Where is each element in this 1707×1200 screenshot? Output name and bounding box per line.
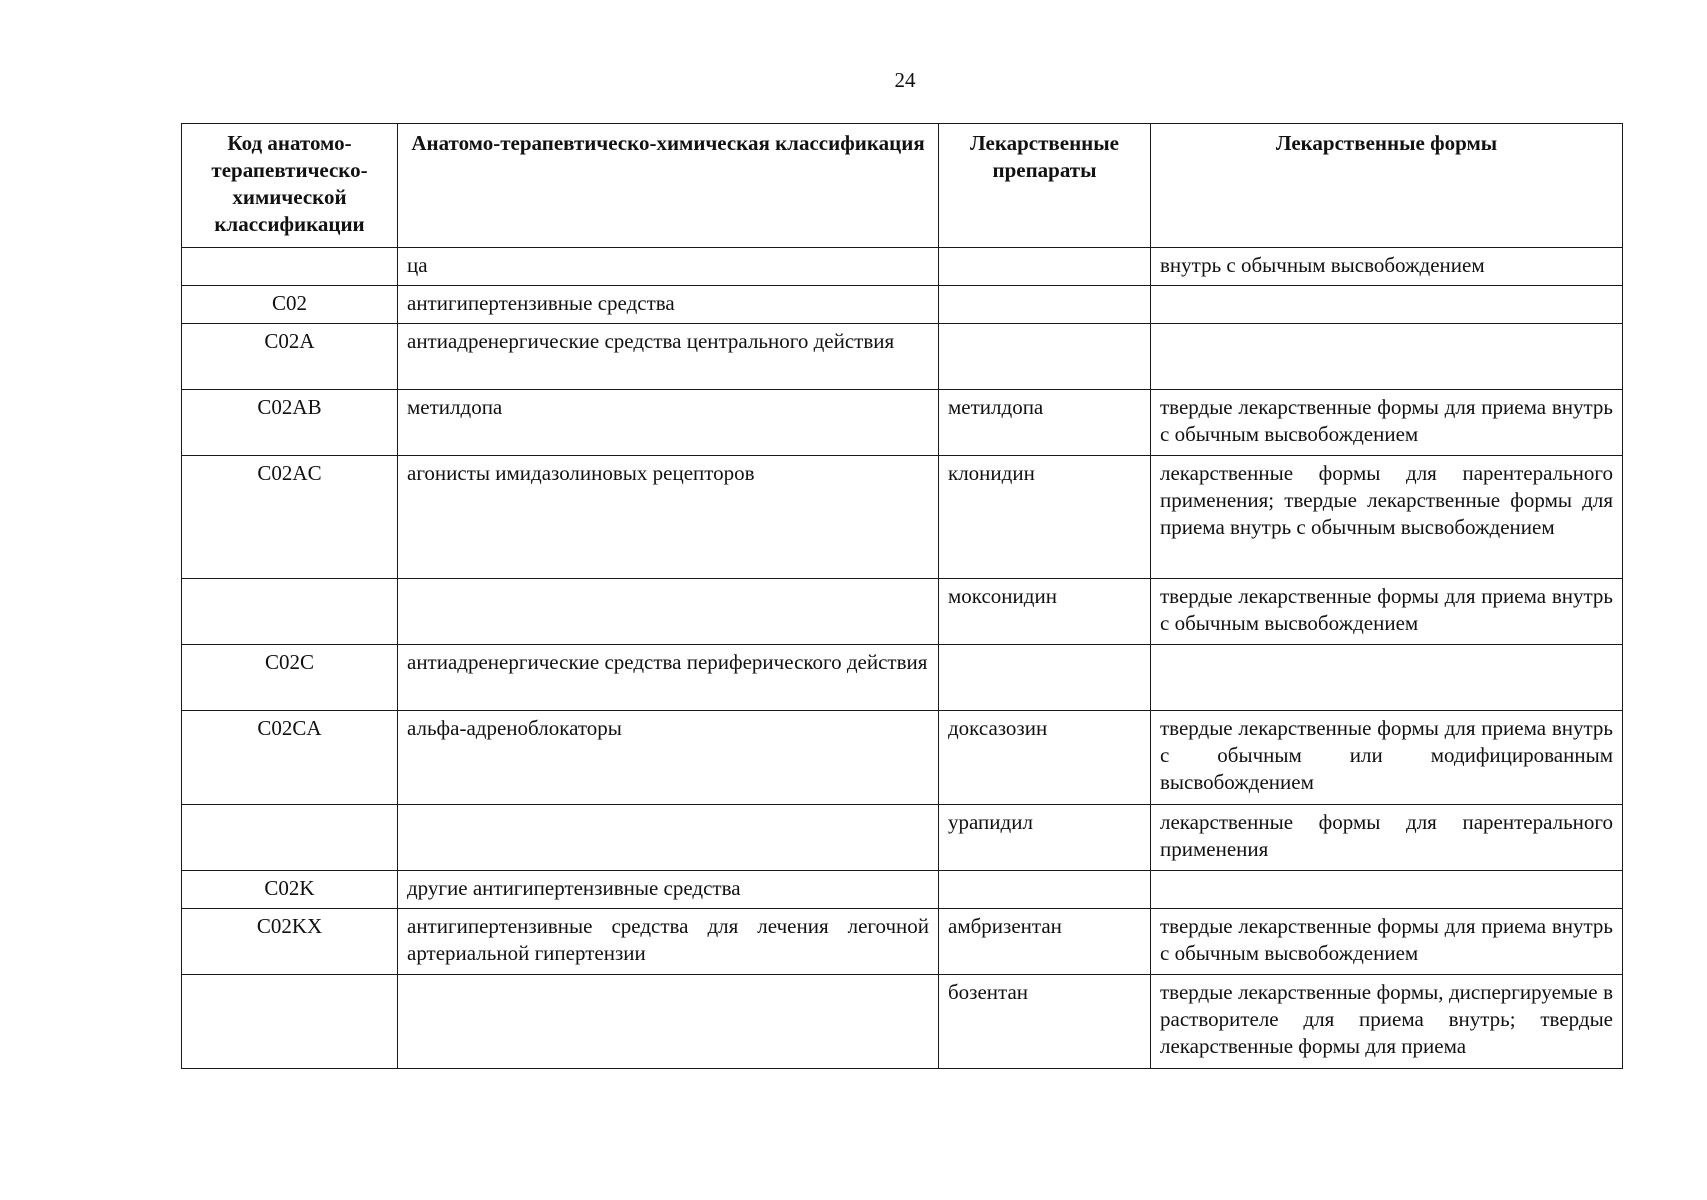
cell-forms: твердые лекарственные формы для приема внутрь с обычным или модифицированным высвобождением [1151, 711, 1623, 805]
cell-code: C02AC [182, 456, 398, 579]
table-row [182, 645, 1623, 711]
cell-classification: другие антигипертензивные средства [398, 871, 939, 909]
cell-forms: лекарственные формы для парентерального применения [1151, 805, 1623, 871]
header-dosage-forms: Лекарственные формы [1151, 124, 1623, 248]
cell-forms [1151, 324, 1623, 390]
cell-drug: амбризентан [939, 909, 1151, 975]
cell-forms [1151, 645, 1623, 711]
cell-code [182, 975, 398, 1069]
cell-forms: лекарственные формы для парентерального применения; твердые лекарственные формы для приема внутрь с обычным высвобождением [1151, 456, 1623, 579]
cell-code: C02A [182, 324, 398, 390]
cell-forms: внутрь с обычным высвобождением [1151, 248, 1623, 286]
table-header-row [182, 124, 1623, 248]
cell-classification [398, 805, 939, 871]
cell-code: C02K [182, 871, 398, 909]
cell-forms: твердые лекарственные формы для приема внутрь с обычным высвобождением [1151, 390, 1623, 456]
cell-code: C02KX [182, 909, 398, 975]
cell-classification: антигипертензивные средства [398, 286, 939, 324]
cell-forms: твердые лекарственные формы для приема внутрь с обычным высвобождением [1151, 909, 1623, 975]
cell-drug: урапидил [939, 805, 1151, 871]
cell-drug: клонидин [939, 456, 1151, 579]
cell-drug: моксонидин [939, 579, 1151, 645]
cell-drug [939, 324, 1151, 390]
cell-code [182, 248, 398, 286]
cell-drug: бозентан [939, 975, 1151, 1069]
cell-classification: антигипертензивные средства для лечения легочной артериальной гипертензии [398, 909, 939, 975]
table-row [182, 324, 1623, 390]
header-drugs: Лекарственные препараты [939, 124, 1151, 248]
table-row [182, 390, 1623, 456]
table-row [182, 456, 1623, 579]
cell-classification [398, 975, 939, 1069]
table-row [182, 975, 1623, 1069]
cell-classification: альфа-адреноблокаторы [398, 711, 939, 805]
cell-drug: доксазозин [939, 711, 1151, 805]
table-row [182, 248, 1623, 286]
cell-drug: метилдопа [939, 390, 1151, 456]
cell-drug [939, 248, 1151, 286]
cell-classification: антиадренергические средства периферического действия [398, 645, 939, 711]
cell-forms [1151, 286, 1623, 324]
page-number: 24 [894, 68, 916, 92]
cell-code [182, 805, 398, 871]
cell-code: C02C [182, 645, 398, 711]
cell-drug [939, 871, 1151, 909]
table-row [182, 871, 1623, 909]
cell-forms [1151, 871, 1623, 909]
cell-drug [939, 645, 1151, 711]
cell-forms: твердые лекарственные формы для приема внутрь с обычным высвобождением [1151, 579, 1623, 645]
table-row [182, 579, 1623, 645]
table-row [182, 711, 1623, 805]
cell-classification: агонисты имидазолиновых рецепторов [398, 456, 939, 579]
cell-drug [939, 286, 1151, 324]
table-row [182, 286, 1623, 324]
cell-classification: ца [398, 248, 939, 286]
cell-classification: метилдопа [398, 390, 939, 456]
cell-forms: твердые лекарственные формы, диспергируемые в растворителе для приема внутрь; твердые лекарственные формы для приема [1151, 975, 1623, 1069]
table-row [182, 805, 1623, 871]
header-atc-classification: Анатомо-терапевтическо-химическая классификация [398, 124, 939, 248]
cell-code: C02AB [182, 390, 398, 456]
cell-code: C02CA [182, 711, 398, 805]
cell-classification: антиадренергические средства центрального действия [398, 324, 939, 390]
cell-code: C02 [182, 286, 398, 324]
table-row [182, 909, 1623, 975]
atc-drug-table [181, 123, 1623, 1069]
cell-code [182, 579, 398, 645]
cell-classification [398, 579, 939, 645]
header-atc-code: Код анатомо-терапевтическо-химической классификации [182, 124, 398, 248]
